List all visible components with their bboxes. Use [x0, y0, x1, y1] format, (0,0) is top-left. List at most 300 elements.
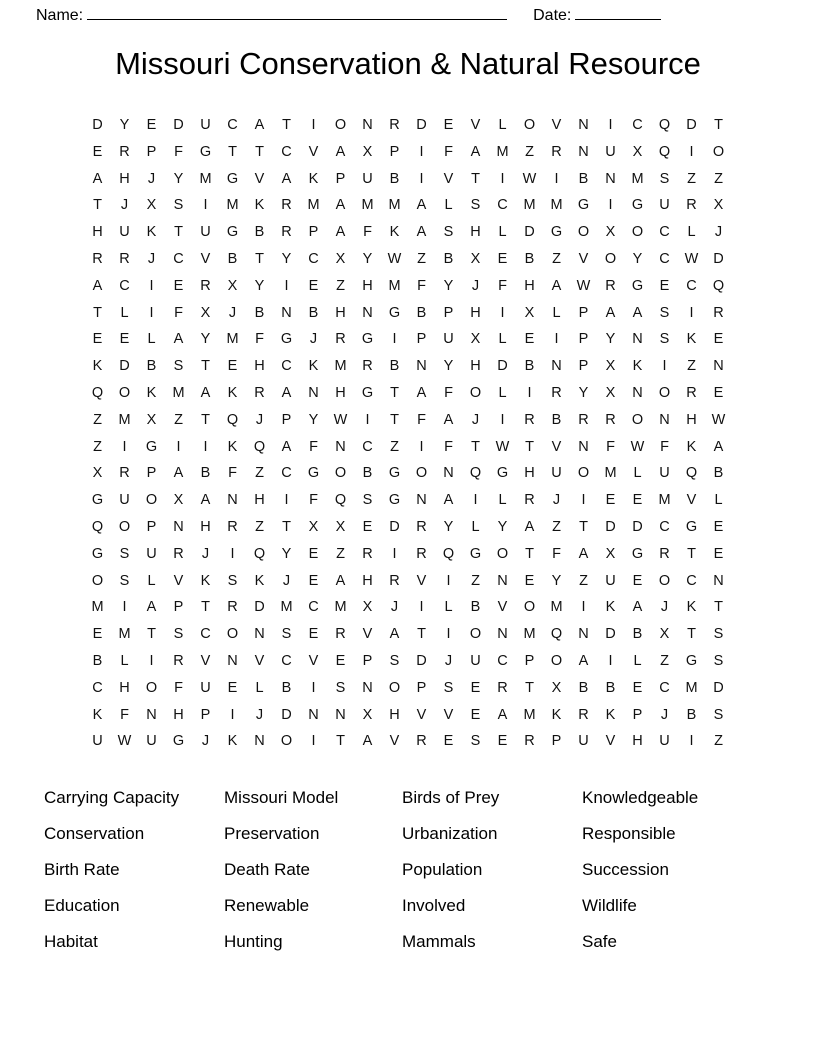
grid-cell[interactable]: A: [443, 492, 454, 509]
grid-cell[interactable]: Y: [605, 331, 616, 348]
grid-cell[interactable]: G: [361, 331, 374, 348]
grid-cell[interactable]: X: [335, 518, 346, 535]
grid-cell[interactable]: L: [498, 331, 507, 348]
grid-cell[interactable]: T: [282, 518, 291, 535]
grid-cell[interactable]: G: [226, 224, 239, 241]
grid-cell[interactable]: G: [388, 492, 401, 509]
grid-cell[interactable]: C: [659, 518, 670, 535]
grid-cell[interactable]: C: [659, 250, 670, 267]
grid-cell[interactable]: I: [284, 492, 289, 509]
grid-cell[interactable]: F: [444, 438, 453, 455]
word-list-item[interactable]: Death Rate: [224, 860, 310, 879]
grid-cell[interactable]: K: [389, 224, 400, 241]
grid-cell[interactable]: X: [362, 599, 373, 616]
grid-cell[interactable]: V: [308, 652, 319, 669]
grid-cell[interactable]: Q: [226, 411, 239, 428]
grid-cell[interactable]: J: [201, 545, 210, 562]
grid-cell[interactable]: F: [309, 492, 318, 509]
grid-cell[interactable]: I: [554, 331, 559, 348]
grid-cell[interactable]: U: [200, 224, 211, 241]
grid-cell[interactable]: T: [390, 384, 399, 401]
grid-cell[interactable]: V: [551, 117, 562, 133]
grid-cell[interactable]: Z: [93, 411, 102, 428]
grid-cell[interactable]: B: [524, 250, 535, 267]
grid-cell[interactable]: I: [230, 545, 235, 562]
grid-cell[interactable]: I: [500, 304, 505, 321]
grid-cell[interactable]: G: [550, 224, 563, 241]
grid-cell[interactable]: Z: [687, 170, 696, 187]
grid-cell[interactable]: P: [173, 599, 184, 616]
grid-cell[interactable]: X: [200, 304, 211, 321]
grid-cell[interactable]: T: [336, 733, 345, 750]
grid-cell[interactable]: T: [174, 224, 183, 241]
grid-cell[interactable]: A: [632, 304, 643, 321]
grid-cell[interactable]: E: [713, 331, 724, 348]
grid-cell[interactable]: T: [390, 411, 399, 428]
grid-cell[interactable]: L: [471, 518, 480, 535]
grid-cell[interactable]: K: [632, 358, 643, 375]
grid-cell[interactable]: A: [335, 224, 346, 241]
grid-cell[interactable]: A: [416, 197, 427, 214]
grid-cell[interactable]: S: [470, 197, 481, 214]
grid-cell[interactable]: I: [608, 652, 613, 669]
grid-cell[interactable]: B: [308, 304, 319, 321]
grid-cell[interactable]: H: [200, 518, 211, 535]
grid-cell[interactable]: Z: [552, 518, 561, 535]
grid-cell[interactable]: N: [254, 733, 265, 750]
grid-cell[interactable]: E: [308, 277, 319, 294]
grid-cell[interactable]: F: [660, 438, 669, 455]
grid-cell[interactable]: H: [524, 277, 535, 294]
word-list-item[interactable]: Involved: [402, 896, 466, 915]
grid-cell[interactable]: I: [419, 599, 424, 616]
grid-cell[interactable]: A: [146, 599, 157, 616]
grid-cell[interactable]: D: [713, 679, 724, 696]
grid-cell[interactable]: I: [230, 706, 235, 723]
grid-cell[interactable]: N: [605, 170, 616, 187]
grid-cell[interactable]: A: [470, 143, 481, 160]
grid-cell[interactable]: T: [255, 250, 264, 267]
grid-cell[interactable]: O: [577, 465, 590, 482]
grid-cell[interactable]: X: [146, 411, 157, 428]
grid-cell[interactable]: B: [686, 706, 697, 723]
grid-cell[interactable]: O: [280, 733, 293, 750]
grid-cell[interactable]: O: [631, 224, 644, 241]
grid-cell[interactable]: E: [632, 492, 643, 509]
grid-cell[interactable]: R: [551, 384, 562, 401]
grid-cell[interactable]: R: [551, 143, 562, 160]
grid-cell[interactable]: O: [496, 545, 509, 562]
grid-cell[interactable]: E: [632, 572, 643, 589]
grid-cell[interactable]: G: [388, 465, 401, 482]
grid-cell[interactable]: C: [686, 572, 697, 589]
grid-cell[interactable]: U: [578, 733, 589, 750]
grid-cell[interactable]: F: [444, 384, 453, 401]
grid-cell[interactable]: I: [473, 492, 478, 509]
grid-cell[interactable]: S: [281, 626, 292, 643]
grid-cell[interactable]: X: [605, 224, 616, 241]
grid-cell[interactable]: G: [631, 197, 644, 214]
grid-cell[interactable]: K: [686, 331, 697, 348]
grid-cell[interactable]: K: [686, 599, 697, 616]
grid-cell[interactable]: X: [605, 384, 616, 401]
grid-cell[interactable]: U: [92, 733, 103, 750]
grid-cell[interactable]: P: [389, 143, 400, 160]
grid-cell[interactable]: P: [578, 331, 589, 348]
grid-cell[interactable]: A: [281, 438, 292, 455]
grid-cell[interactable]: I: [662, 358, 667, 375]
grid-cell[interactable]: P: [200, 706, 211, 723]
grid-cell[interactable]: L: [714, 492, 723, 509]
grid-cell[interactable]: R: [524, 492, 535, 509]
grid-cell[interactable]: F: [309, 438, 318, 455]
grid-cell[interactable]: J: [444, 652, 453, 669]
grid-cell[interactable]: Q: [658, 143, 671, 160]
grid-cell[interactable]: X: [335, 250, 346, 267]
grid-cell[interactable]: T: [93, 197, 102, 214]
grid-cell[interactable]: Y: [308, 411, 319, 428]
grid-cell[interactable]: I: [365, 411, 370, 428]
grid-cell[interactable]: Z: [660, 652, 669, 669]
grid-cell[interactable]: E: [443, 117, 454, 133]
grid-cell[interactable]: H: [470, 358, 481, 375]
grid-cell[interactable]: R: [362, 358, 373, 375]
grid-cell[interactable]: K: [227, 438, 238, 455]
grid-cell[interactable]: E: [227, 358, 238, 375]
grid-cell[interactable]: N: [497, 626, 508, 643]
grid-cell[interactable]: W: [684, 250, 699, 267]
grid-cell[interactable]: N: [497, 572, 508, 589]
grid-cell[interactable]: F: [174, 304, 183, 321]
grid-cell[interactable]: S: [443, 679, 454, 696]
grid-cell[interactable]: X: [308, 518, 319, 535]
grid-cell[interactable]: R: [119, 143, 130, 160]
grid-cell[interactable]: L: [498, 384, 507, 401]
grid-cell[interactable]: S: [362, 492, 373, 509]
grid-cell[interactable]: W: [495, 438, 510, 455]
grid-cell[interactable]: E: [146, 117, 157, 133]
grid-cell[interactable]: Y: [200, 331, 211, 348]
grid-cell[interactable]: C: [497, 652, 508, 669]
grid-cell[interactable]: I: [581, 599, 586, 616]
grid-cell[interactable]: B: [281, 679, 292, 696]
grid-cell[interactable]: M: [334, 599, 347, 616]
grid-cell[interactable]: S: [173, 197, 184, 214]
grid-cell[interactable]: F: [174, 143, 183, 160]
grid-cell[interactable]: O: [145, 492, 158, 509]
grid-cell[interactable]: E: [119, 331, 130, 348]
grid-cell[interactable]: X: [146, 197, 157, 214]
grid-cell[interactable]: O: [91, 572, 104, 589]
grid-cell[interactable]: H: [254, 358, 265, 375]
grid-cell[interactable]: D: [497, 358, 508, 375]
grid-cell[interactable]: K: [227, 384, 238, 401]
grid-cell[interactable]: F: [363, 224, 372, 241]
grid-cell[interactable]: I: [149, 652, 154, 669]
grid-cell[interactable]: M: [226, 331, 239, 348]
grid-cell[interactable]: D: [281, 706, 292, 723]
grid-cell[interactable]: I: [122, 599, 127, 616]
grid-cell[interactable]: M: [91, 599, 104, 616]
grid-cell[interactable]: Q: [253, 438, 266, 455]
grid-cell[interactable]: O: [334, 465, 347, 482]
grid-cell[interactable]: H: [335, 384, 346, 401]
grid-cell[interactable]: H: [470, 304, 481, 321]
grid-cell[interactable]: L: [120, 652, 129, 669]
word-list-item[interactable]: Conservation: [44, 824, 145, 843]
grid-cell[interactable]: X: [173, 492, 184, 509]
grid-cell[interactable]: O: [469, 384, 482, 401]
date-input-line[interactable]: [575, 6, 661, 20]
grid-cell[interactable]: O: [226, 626, 239, 643]
grid-cell[interactable]: M: [199, 170, 212, 187]
word-list-item[interactable]: Population: [402, 860, 483, 879]
grid-cell[interactable]: I: [608, 197, 613, 214]
grid-cell[interactable]: M: [523, 706, 536, 723]
grid-cell[interactable]: E: [308, 545, 319, 562]
grid-cell[interactable]: H: [686, 411, 697, 428]
grid-cell[interactable]: N: [335, 706, 346, 723]
grid-cell[interactable]: W: [711, 411, 726, 428]
grid-cell[interactable]: I: [311, 679, 316, 696]
grid-cell[interactable]: Q: [658, 117, 671, 133]
grid-cell[interactable]: F: [255, 331, 264, 348]
word-list-item[interactable]: Mammals: [402, 932, 476, 951]
grid-cell[interactable]: R: [416, 545, 427, 562]
grid-cell[interactable]: A: [335, 572, 346, 589]
grid-cell[interactable]: L: [147, 331, 156, 348]
grid-cell[interactable]: V: [416, 706, 427, 723]
grid-cell[interactable]: E: [92, 331, 103, 348]
word-list-item[interactable]: Wildlife: [582, 896, 637, 915]
grid-cell[interactable]: F: [417, 411, 426, 428]
grid-cell[interactable]: B: [227, 250, 238, 267]
grid-cell[interactable]: M: [307, 197, 320, 214]
grid-cell[interactable]: B: [389, 358, 400, 375]
grid-cell[interactable]: X: [362, 143, 373, 160]
grid-cell[interactable]: G: [685, 518, 698, 535]
grid-cell[interactable]: N: [551, 358, 562, 375]
grid-cell[interactable]: N: [713, 572, 724, 589]
grid-cell[interactable]: H: [470, 224, 481, 241]
grid-cell[interactable]: V: [200, 250, 211, 267]
grid-cell[interactable]: E: [497, 250, 508, 267]
word-list-item[interactable]: Carrying Capacity: [44, 788, 180, 807]
grid-cell[interactable]: R: [578, 411, 589, 428]
grid-cell[interactable]: Q: [253, 545, 266, 562]
grid-cell[interactable]: J: [120, 197, 129, 214]
grid-cell[interactable]: Q: [334, 492, 347, 509]
grid-cell[interactable]: O: [469, 626, 482, 643]
grid-cell[interactable]: N: [362, 679, 373, 696]
grid-cell[interactable]: M: [523, 197, 536, 214]
grid-cell[interactable]: W: [576, 277, 591, 294]
grid-cell[interactable]: M: [361, 197, 374, 214]
grid-cell[interactable]: Z: [255, 465, 264, 482]
grid-cell[interactable]: L: [444, 197, 453, 214]
grid-cell[interactable]: Y: [119, 117, 130, 133]
grid-cell[interactable]: B: [443, 250, 454, 267]
grid-cell[interactable]: A: [173, 465, 184, 482]
grid-cell[interactable]: J: [471, 411, 480, 428]
grid-cell[interactable]: M: [118, 411, 131, 428]
grid-cell[interactable]: A: [281, 384, 292, 401]
grid-cell[interactable]: W: [630, 438, 645, 455]
grid-cell[interactable]: E: [308, 572, 319, 589]
grid-cell[interactable]: Y: [578, 384, 589, 401]
grid-cell[interactable]: G: [172, 733, 185, 750]
grid-cell[interactable]: I: [419, 438, 424, 455]
grid-cell[interactable]: E: [443, 733, 454, 750]
grid-cell[interactable]: O: [523, 599, 536, 616]
grid-cell[interactable]: I: [689, 733, 694, 750]
grid-cell[interactable]: N: [713, 358, 724, 375]
grid-cell[interactable]: A: [578, 545, 589, 562]
grid-cell[interactable]: H: [524, 465, 535, 482]
grid-cell[interactable]: A: [335, 197, 346, 214]
grid-cell[interactable]: X: [632, 143, 643, 160]
grid-cell[interactable]: C: [308, 250, 319, 267]
grid-cell[interactable]: J: [552, 492, 561, 509]
grid-cell[interactable]: G: [199, 143, 212, 160]
word-list-item[interactable]: Birds of Prey: [402, 788, 500, 807]
grid-cell[interactable]: G: [307, 465, 320, 482]
grid-cell[interactable]: Y: [173, 170, 184, 187]
grid-cell[interactable]: U: [119, 224, 130, 241]
grid-cell[interactable]: V: [254, 652, 265, 669]
grid-cell[interactable]: C: [281, 143, 292, 160]
grid-cell[interactable]: A: [632, 599, 643, 616]
grid-cell[interactable]: L: [444, 599, 453, 616]
grid-cell[interactable]: Y: [362, 250, 373, 267]
grid-cell[interactable]: P: [551, 733, 562, 750]
grid-cell[interactable]: I: [284, 277, 289, 294]
grid-cell[interactable]: A: [362, 733, 373, 750]
grid-cell[interactable]: R: [389, 572, 400, 589]
grid-cell[interactable]: R: [686, 384, 697, 401]
grid-cell[interactable]: N: [632, 384, 643, 401]
grid-cell[interactable]: X: [470, 250, 481, 267]
grid-cell[interactable]: B: [389, 170, 400, 187]
grid-cell[interactable]: V: [551, 438, 562, 455]
grid-cell[interactable]: O: [712, 143, 725, 160]
grid-cell[interactable]: N: [416, 492, 427, 509]
grid-cell[interactable]: E: [173, 277, 184, 294]
grid-cell[interactable]: J: [147, 250, 156, 267]
grid-cell[interactable]: D: [605, 518, 616, 535]
grid-cell[interactable]: D: [605, 626, 616, 643]
grid-cell[interactable]: X: [524, 304, 535, 321]
word-list-item[interactable]: Birth Rate: [44, 860, 120, 879]
grid-cell[interactable]: Z: [255, 518, 264, 535]
grid-cell[interactable]: R: [416, 518, 427, 535]
grid-cell[interactable]: I: [203, 197, 208, 214]
grid-cell[interactable]: V: [470, 117, 481, 133]
grid-cell[interactable]: K: [146, 384, 157, 401]
grid-cell[interactable]: A: [551, 277, 562, 294]
grid-cell[interactable]: Y: [551, 572, 562, 589]
grid-cell[interactable]: P: [335, 170, 346, 187]
grid-cell[interactable]: Z: [471, 572, 480, 589]
grid-cell[interactable]: E: [308, 626, 319, 643]
grid-cell[interactable]: V: [389, 733, 400, 750]
grid-cell[interactable]: H: [173, 706, 184, 723]
grid-cell[interactable]: M: [658, 492, 671, 509]
grid-cell[interactable]: N: [335, 438, 346, 455]
grid-cell[interactable]: G: [685, 652, 698, 669]
grid-cell[interactable]: S: [335, 679, 346, 696]
grid-cell[interactable]: I: [392, 545, 397, 562]
grid-cell[interactable]: W: [387, 250, 402, 267]
grid-cell[interactable]: P: [146, 465, 157, 482]
grid-cell[interactable]: S: [659, 331, 670, 348]
grid-cell[interactable]: J: [228, 304, 237, 321]
grid-cell[interactable]: R: [119, 250, 130, 267]
grid-cell[interactable]: J: [147, 170, 156, 187]
grid-cell[interactable]: E: [470, 706, 481, 723]
grid-cell[interactable]: T: [579, 518, 588, 535]
grid-cell[interactable]: E: [92, 626, 103, 643]
grid-cell[interactable]: T: [471, 170, 480, 187]
grid-cell[interactable]: T: [714, 599, 723, 616]
grid-cell[interactable]: N: [308, 706, 319, 723]
grid-cell[interactable]: I: [554, 170, 559, 187]
grid-cell[interactable]: E: [659, 277, 670, 294]
grid-cell[interactable]: R: [227, 599, 238, 616]
grid-cell[interactable]: T: [201, 599, 210, 616]
grid-cell[interactable]: O: [658, 572, 671, 589]
grid-cell[interactable]: D: [713, 250, 724, 267]
grid-cell[interactable]: V: [362, 626, 373, 643]
grid-cell[interactable]: T: [201, 358, 210, 375]
grid-cell[interactable]: S: [659, 304, 670, 321]
grid-cell[interactable]: P: [308, 224, 319, 241]
grid-cell[interactable]: K: [254, 572, 265, 589]
grid-cell[interactable]: N: [578, 626, 589, 643]
grid-cell[interactable]: A: [254, 117, 265, 133]
grid-cell[interactable]: S: [659, 170, 670, 187]
grid-cell[interactable]: Q: [91, 384, 104, 401]
grid-cell[interactable]: R: [119, 465, 130, 482]
grid-cell[interactable]: L: [147, 572, 156, 589]
word-list-item[interactable]: Missouri Model: [224, 788, 339, 807]
grid-cell[interactable]: J: [255, 706, 264, 723]
grid-cell[interactable]: E: [92, 143, 103, 160]
grid-cell[interactable]: B: [524, 358, 535, 375]
grid-cell[interactable]: K: [686, 438, 697, 455]
grid-cell[interactable]: G: [91, 492, 104, 509]
grid-cell[interactable]: F: [417, 277, 426, 294]
grid-cell[interactable]: N: [416, 358, 427, 375]
grid-cell[interactable]: U: [146, 545, 157, 562]
grid-cell[interactable]: B: [254, 304, 265, 321]
grid-cell[interactable]: C: [497, 197, 508, 214]
grid-cell[interactable]: T: [714, 117, 723, 133]
word-list-item[interactable]: Habitat: [44, 932, 98, 951]
grid-cell[interactable]: Q: [442, 545, 455, 562]
grid-cell[interactable]: O: [118, 384, 131, 401]
grid-cell[interactable]: A: [335, 143, 346, 160]
grid-cell[interactable]: C: [200, 626, 211, 643]
grid-cell[interactable]: G: [388, 304, 401, 321]
grid-cell[interactable]: C: [281, 465, 292, 482]
grid-cell[interactable]: E: [524, 572, 535, 589]
grid-cell[interactable]: U: [146, 733, 157, 750]
grid-cell[interactable]: Z: [579, 572, 588, 589]
grid-cell[interactable]: U: [605, 143, 616, 160]
grid-cell[interactable]: J: [660, 706, 669, 723]
grid-cell[interactable]: N: [362, 117, 373, 133]
